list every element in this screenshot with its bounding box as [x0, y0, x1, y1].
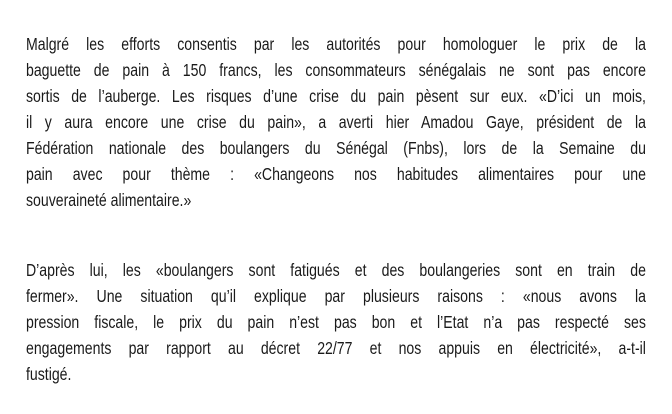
paragraph-1-line-2: baguette de pain à 150 francs, les consommateurs sénégalais ne sont pas encore [26, 60, 646, 80]
paragraph-1-line-7: souveraineté alimentaire.» [26, 190, 192, 210]
paragraph-2-line-5: fustigé. [26, 364, 72, 384]
paragraph-2-line-2: fermer». Une situation qu’il explique par plusieurs raisons : «nous avons la [26, 286, 646, 306]
paragraph-2-line-1: D’après lui, les «boulangers sont fatigués et des boulangeries sont en train de [26, 260, 646, 280]
paragraph-1-line-5: Fédération nationale des boulangers du Sénégal (Fnbs), lors de la Semaine du [26, 138, 646, 158]
paragraph-1-line-3: sortis de l’auberge. Les risques d’une crise du pain pèsent sur eux. «D’ici un mois, [26, 86, 646, 106]
paragraph-1-line-6: pain avec pour thème : «Changeons nos habitudes alimentaires pour une [26, 164, 646, 184]
paragraph-2-line-4: engagements par rapport au décret 22/77 et nos appuis en électricité», a-t-il [26, 338, 646, 358]
paragraph-1-line-4: il y aura encore une crise du pain», a averti hier Amadou Gaye, président de la [26, 112, 646, 132]
paragraph-1-line-1: Malgré les efforts consentis par les autorités pour homologuer le prix de la [26, 34, 646, 54]
paragraph-2-line-3: pression fiscale, le prix du pain n’est pas bon et l’Etat n’a pas respecté ses [26, 312, 646, 332]
